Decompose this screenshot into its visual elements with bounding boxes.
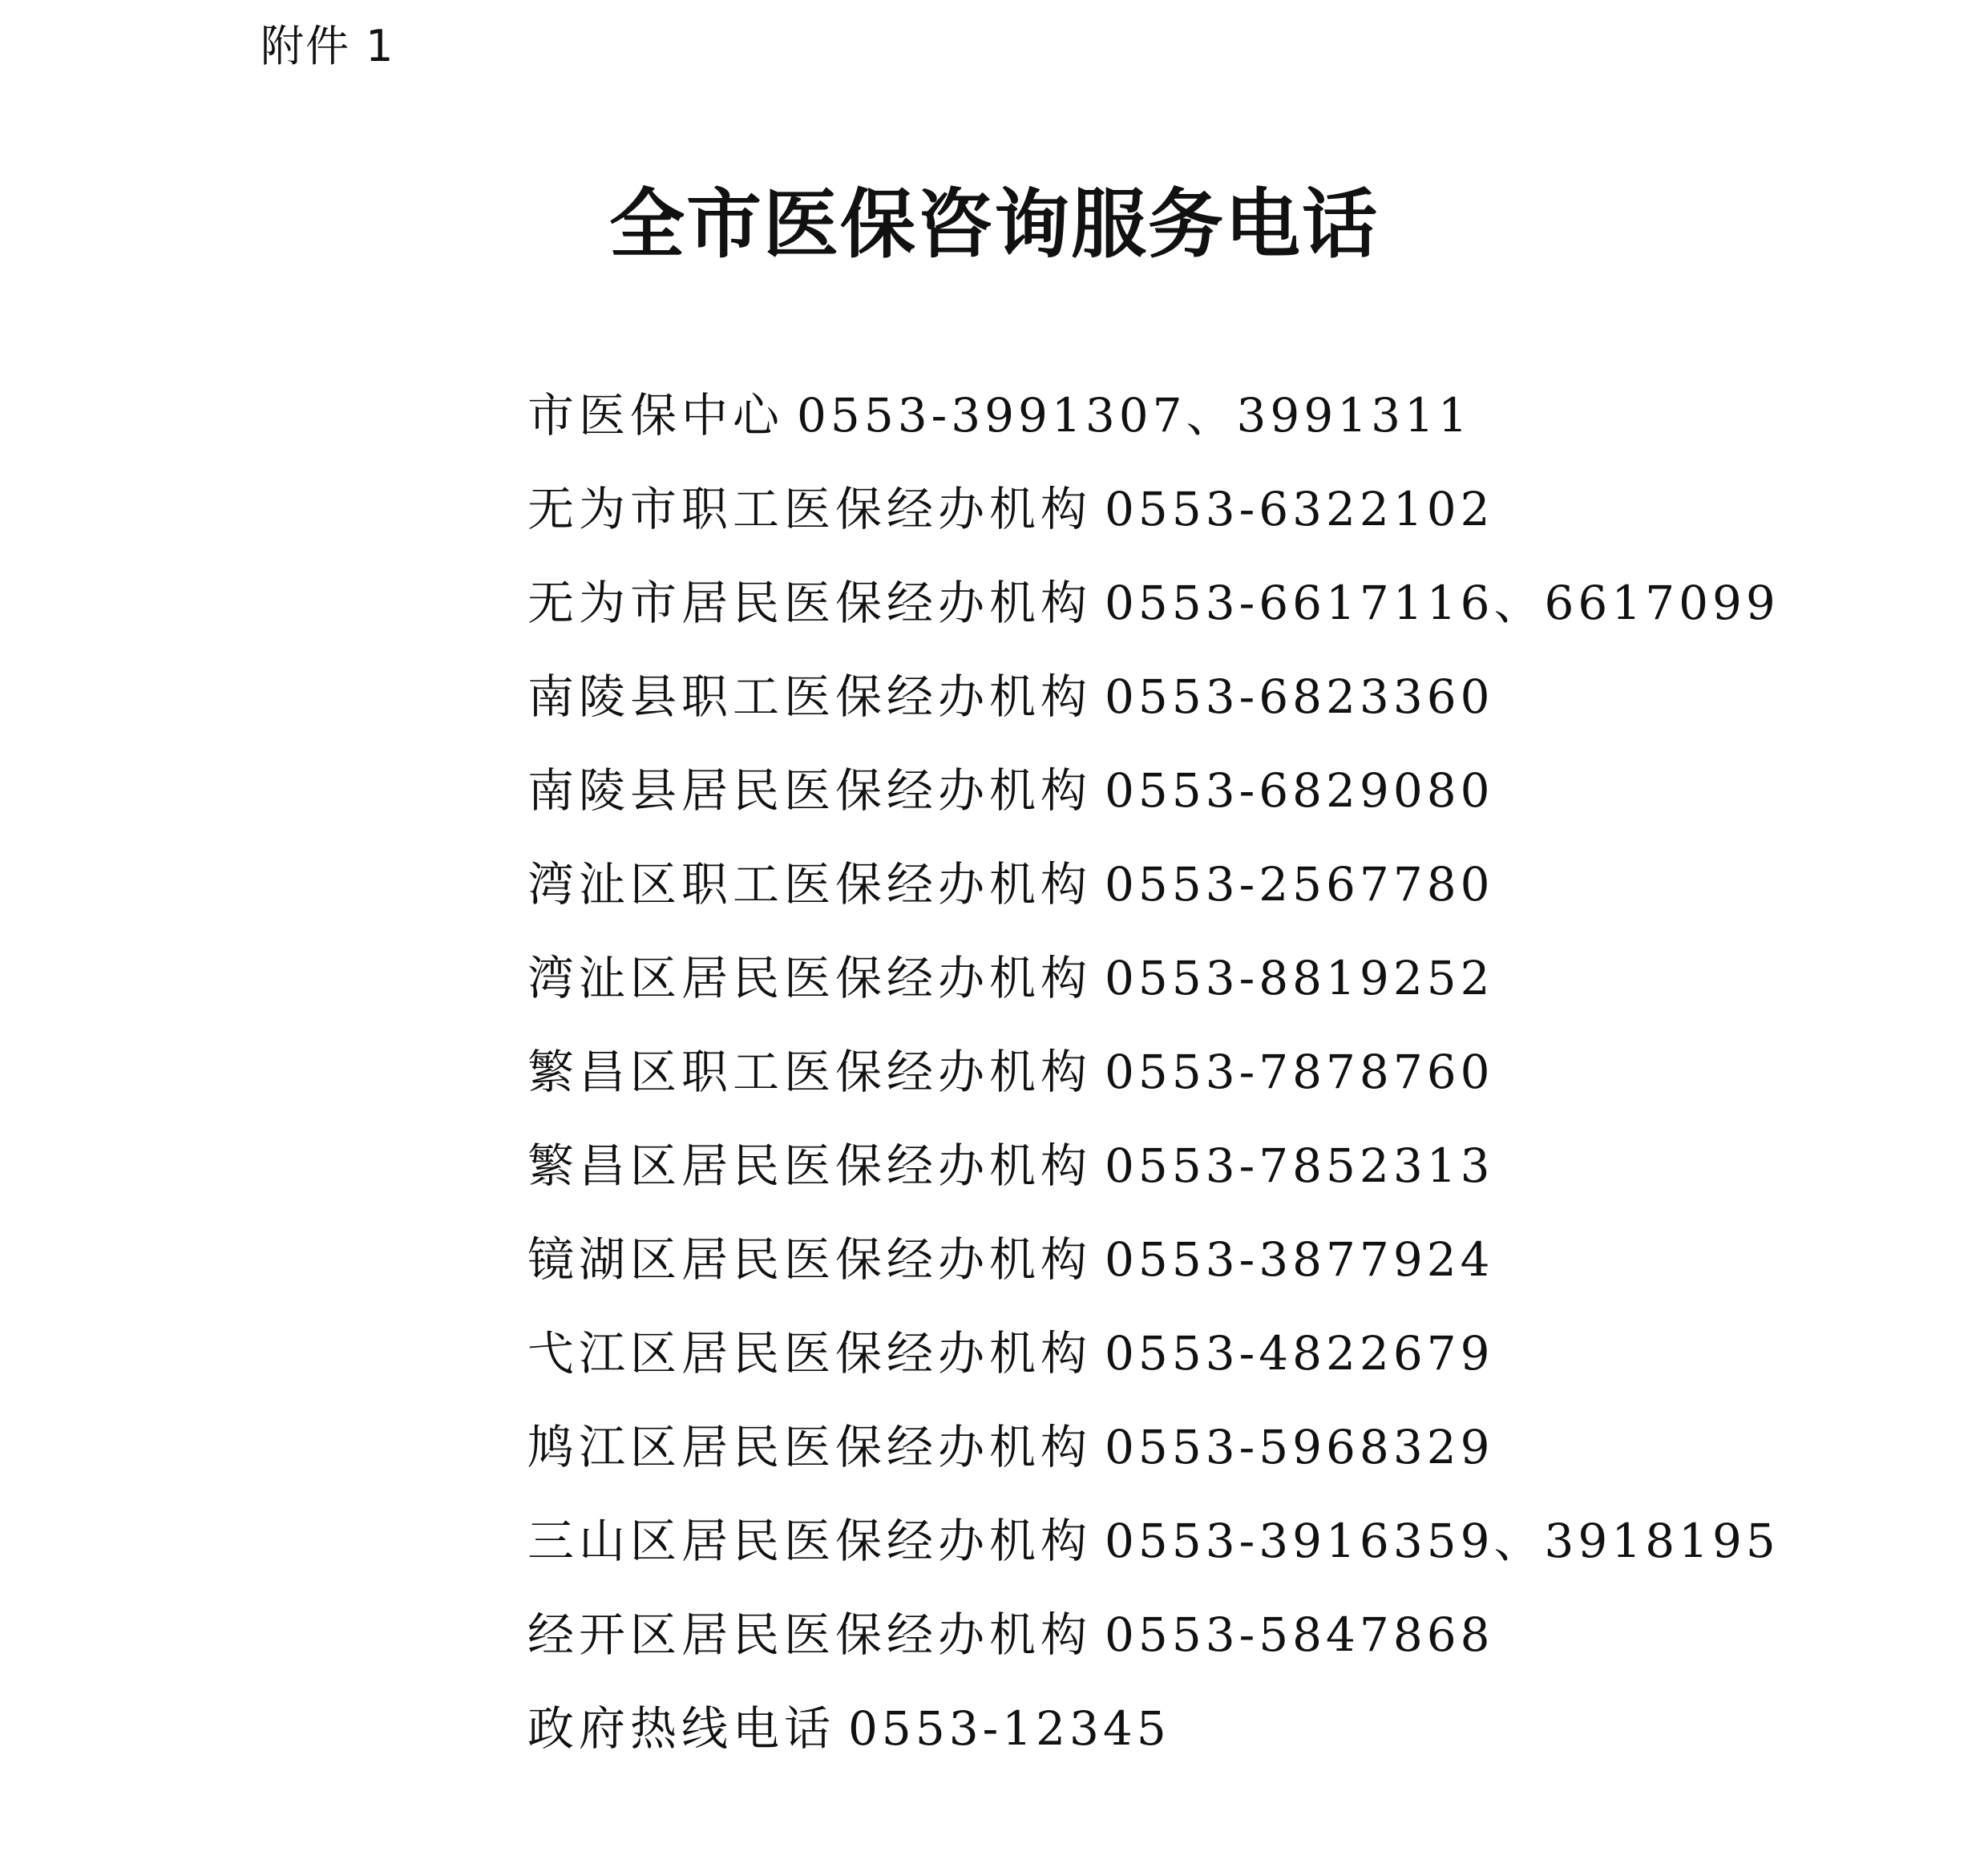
contact-phone: 0553-5968329 bbox=[1105, 1420, 1494, 1474]
contact-name: 南陵县职工医保经办机构 bbox=[527, 669, 1093, 724]
contact-phone: 0553-12345 bbox=[848, 1701, 1170, 1756]
contact-phone: 0553-3877924 bbox=[1105, 1232, 1494, 1287]
contact-phone: 0553-2567780 bbox=[1105, 857, 1494, 912]
contact-name: 鸠江区居民医保经办机构 bbox=[527, 1420, 1093, 1474]
contact-row bbox=[527, 1227, 1780, 1321]
contact-name: 政府热线电话 bbox=[527, 1701, 836, 1756]
contact-row bbox=[527, 1696, 1780, 1790]
contact-row bbox=[527, 665, 1780, 758]
contact-name: 湾沚区职工医保经办机构 bbox=[527, 857, 1093, 912]
contact-phone: 0553-6617116、6617099 bbox=[1105, 576, 1780, 630]
contact-list bbox=[527, 383, 1780, 1790]
contact-phone: 0553-7852313 bbox=[1105, 1138, 1494, 1193]
contact-name: 三山区居民医保经办机构 bbox=[527, 1514, 1093, 1568]
contact-name: 无为市职工医保经办机构 bbox=[527, 482, 1093, 536]
contact-phone: 0553-6322102 bbox=[1105, 482, 1494, 536]
contact-name: 湾沚区居民医保经办机构 bbox=[527, 951, 1093, 1005]
contact-row bbox=[527, 477, 1780, 571]
contact-name: 南陵县居民医保经办机构 bbox=[527, 763, 1093, 818]
contact-row bbox=[527, 571, 1780, 665]
contact-phone: 0553-6829080 bbox=[1105, 763, 1494, 818]
contact-phone: 0553-6823360 bbox=[1105, 669, 1494, 724]
contact-row bbox=[527, 1134, 1780, 1227]
contact-row bbox=[527, 946, 1780, 1040]
contact-row bbox=[527, 1040, 1780, 1134]
contact-name: 无为市居民医保经办机构 bbox=[527, 576, 1093, 630]
contact-row bbox=[527, 852, 1780, 946]
contact-phone: 0553-3991307、3991311 bbox=[797, 388, 1472, 443]
contact-phone: 0553-4822679 bbox=[1105, 1326, 1494, 1381]
attachment-label: 附件 1 bbox=[261, 21, 395, 71]
contact-row bbox=[527, 1321, 1780, 1415]
contact-phone: 0553-5847868 bbox=[1105, 1607, 1494, 1662]
contact-name: 繁昌区居民医保经办机构 bbox=[527, 1138, 1093, 1193]
contact-name: 镜湖区居民医保经办机构 bbox=[527, 1232, 1093, 1287]
contact-row bbox=[527, 1415, 1780, 1509]
contact-phone: 0553-7878760 bbox=[1105, 1045, 1494, 1099]
contact-name: 经开区居民医保经办机构 bbox=[527, 1607, 1093, 1662]
contact-phone: 0553-3916359、3918195 bbox=[1105, 1514, 1780, 1568]
contact-row bbox=[527, 383, 1780, 477]
contact-name: 市医保中心 bbox=[527, 388, 785, 443]
contact-row bbox=[527, 1603, 1780, 1696]
contact-phone: 0553-8819252 bbox=[1105, 951, 1494, 1005]
contact-name: 繁昌区职工医保经办机构 bbox=[527, 1045, 1093, 1099]
contact-name: 弋江区居民医保经办机构 bbox=[527, 1326, 1093, 1381]
contact-row bbox=[527, 758, 1780, 852]
page-title: 全市医保咨询服务电话 bbox=[608, 180, 1379, 269]
contact-row bbox=[527, 1509, 1780, 1603]
